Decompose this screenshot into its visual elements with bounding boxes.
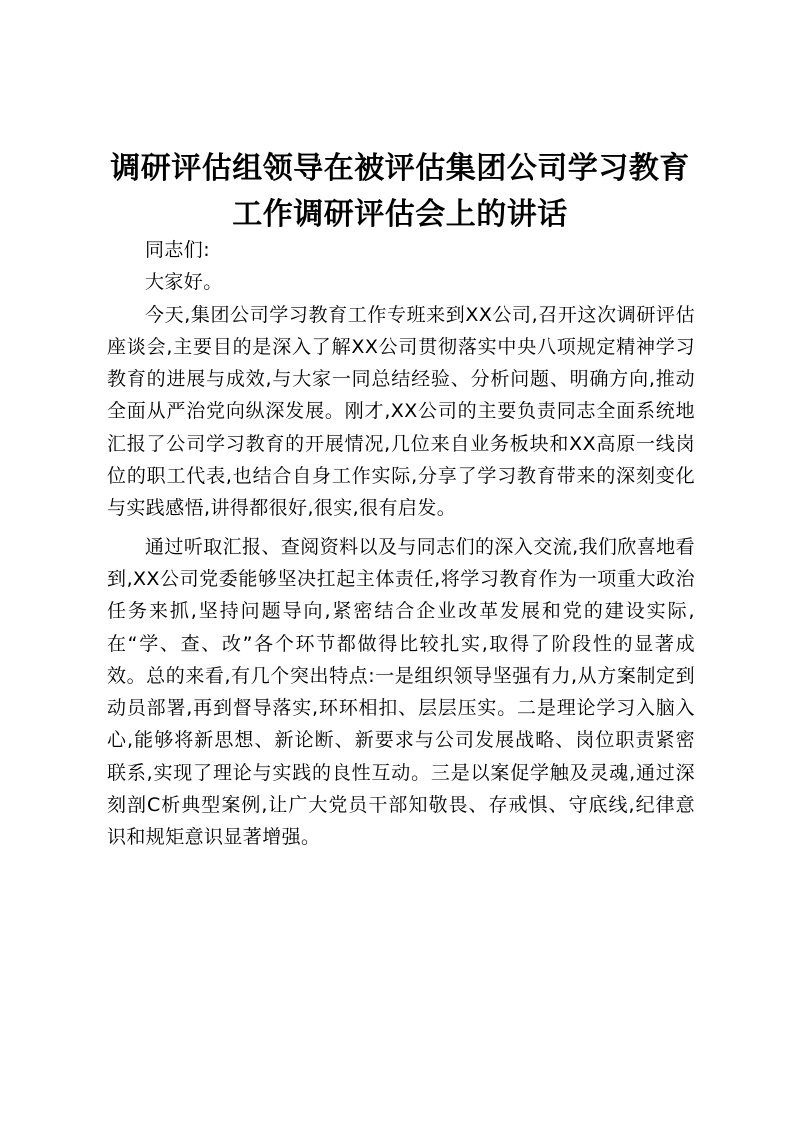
greeting: 大家好。: [145, 271, 223, 294]
document-body: [107, 234, 695, 854]
body-paragraph-2: 通过听取汇报、查阅资料以及与同志们的深入交流,我们欣喜地看到,XX公司党委能够坚决扛起主体责任,将学习教育作为一项重大政治任务来抓,坚持问题导向,紧密结合企业改革发展和党的建设实际,在“学、查、改”各个环节都做得比较扎实,取得了阶段性的显著成效。总的来看,有几个突出特点:一是组织领导坚强有力,从方案制定到动员部署,再到督导落实,环环相扣、层层压实。二是理论学习入脑入心,能够将新思想、新论断、新要求与公司发展战略、岗位职责紧密联系,实现了理论与实践的良性互动。三是以案促学触及灵魂,通过深刻剖C析典型案例,让广大党员干部知敬畏、存戒惧、守底线,纪律意识和规矩意识显著增强。: [107, 535, 695, 849]
salutation: 同志们:: [145, 239, 211, 261]
body-paragraph-1: 今天,集团公司学习教育工作专班来到XX公司,召开这次调研评估座谈会,主要目的是深入了解XX公司贯彻落实中央八项规定精神学习教育的进展与成效,与大家一同总结经验、分析问题、明确方向,推动全面从严治党向纵深发展。刚才,XX公司的主要负责同志全面系统地汇报了公司学习教育的开展情况,几位来自业务板块和XX高原一线岗位的职工代表,也结合自身工作实际,分享了学习教育带来的深刻变化与实践感悟,讲得都很好,很实,很有启发。: [107, 303, 695, 520]
document-title: 调研评估组领导在被评估集团公司学习教育工作调研评估会上的讲话: [110, 151, 690, 232]
